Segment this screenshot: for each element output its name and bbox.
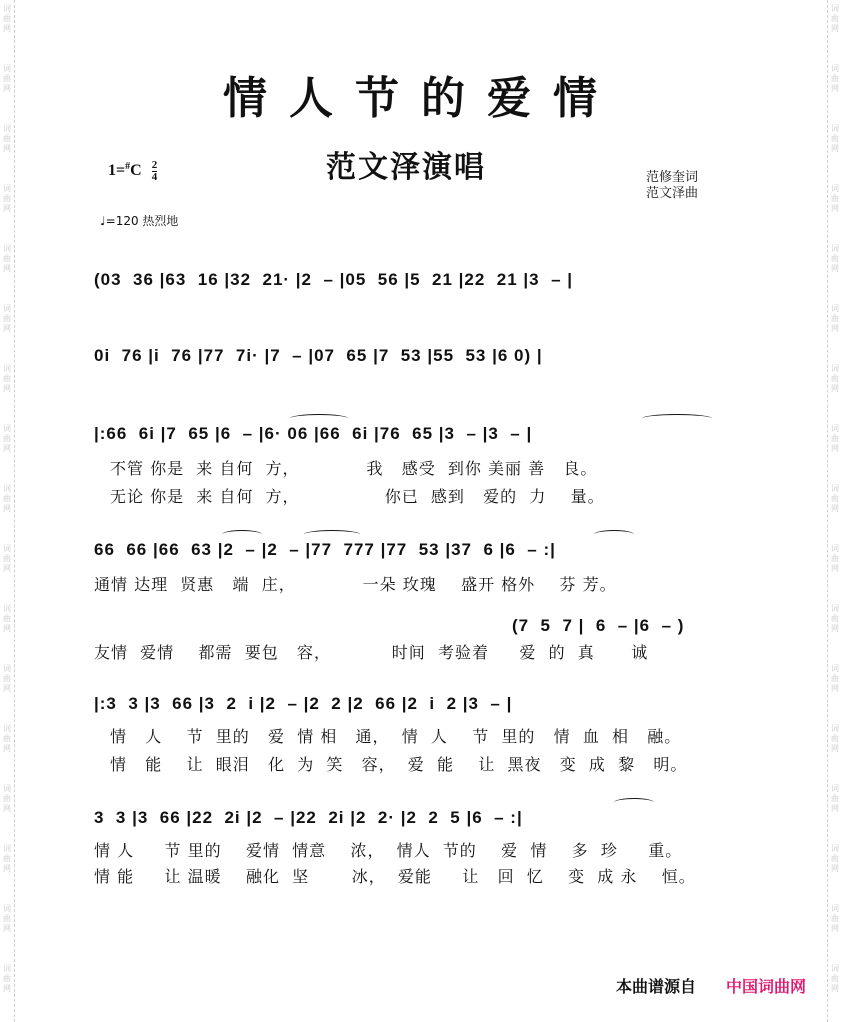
watermark-text: 词 曲 网	[3, 904, 11, 933]
watermark-text: 词 曲 网	[831, 364, 839, 393]
lyric-line-3a: 不管 你是 来 自何 方， 我 感受 到你 美丽 善 良。	[110, 459, 598, 478]
watermark-text: 词 曲 网	[3, 244, 11, 273]
watermark-text: 词 曲 网	[831, 904, 839, 933]
tie-mark	[290, 414, 348, 423]
watermark-text: 词 曲 网	[831, 844, 839, 873]
watermark-text: 词 曲 网	[831, 184, 839, 213]
notes-line-2: 0i 76 |i 76 |77 7i· |7 – |07 65 |7 53 |55 53 |6 0) |	[94, 346, 543, 365]
watermark-text: 词 曲 网	[831, 244, 839, 273]
watermark-text: 词 曲 网	[831, 424, 839, 453]
watermark-text: 词 曲 网	[3, 364, 11, 393]
time-signature	[152, 160, 158, 183]
watermark-text: 词 曲 网	[831, 64, 839, 93]
watermark-text: 词 曲 网	[831, 484, 839, 513]
lyric-line-5b: 情 能 让 眼泪 化 为 笑 容， 爱 能 让 黑夜 变 成 黎 明。	[110, 755, 688, 774]
lyricist-credit: 范修奎词	[646, 170, 699, 185]
notes-line-4: 66 66 |66 63 |2 – |2 – |77 777 |77 53 |37 6 |6 – :|	[94, 540, 556, 559]
notes-line-5: |:3 3 |3 66 |3 2 i |2 – |2 2 |2 66 |2 i 2 |3 – |	[94, 694, 513, 713]
key-signature	[108, 160, 157, 183]
watermark-text: 词 曲 网	[831, 784, 839, 813]
watermark-text: 词 曲 网	[3, 304, 11, 333]
watermark-text: 词 曲 网	[831, 304, 839, 333]
watermark-text: 词 曲 网	[831, 664, 839, 693]
watermark-text: 词 曲 网	[3, 124, 11, 153]
tempo-marking: ♩=120 热烈地	[100, 214, 179, 228]
key-letter: C	[130, 162, 142, 180]
song-subtitle: 范文泽演唱	[326, 150, 486, 185]
watermark-text: 词 曲 网	[3, 664, 11, 693]
song-title: 情人节的爱情	[223, 73, 619, 124]
notes-line-1: (03 36 |63 16 |32 21· |2 – |05 56 |5 21 |22 21 |3 – |	[94, 270, 574, 289]
watermark-text: 词 曲 网	[3, 844, 11, 873]
source-label: 本曲谱源自	[615, 977, 696, 996]
key-prefix: 1=	[108, 162, 126, 180]
watermark-text: 词 曲 网	[3, 424, 11, 453]
slur-mark	[614, 798, 654, 807]
watermark-text: 词 曲 网	[3, 544, 11, 573]
time-signature-bottom: 4	[151, 171, 158, 183]
key-sharp: #	[125, 160, 131, 172]
watermark-text: 词 曲 网	[3, 784, 11, 813]
watermark-text: 词 曲 网	[3, 184, 11, 213]
lyric-line-5a: 情 人 节 里的 爱 情 相 通， 情 人 节 里的 情 血 相 融。	[110, 727, 682, 746]
slur-mark	[222, 530, 262, 539]
watermark-text: 词 曲 网	[3, 964, 11, 993]
notes-line-6: 3 3 |3 66 |22 2i |2 – |22 2i |2 2· |2 2 5 |6 – :|	[94, 808, 523, 827]
watermark-text: 词 曲 网	[831, 124, 839, 153]
watermark-text: 词 曲 网	[831, 544, 839, 573]
watermark-text: 词 曲 网	[831, 724, 839, 753]
notes-line-3: |:66 6i |7 65 |6 – |6· 06 |66 6i |76 65 |3 – |3 – |	[94, 424, 533, 443]
site-name[interactable]: 中国词曲网	[725, 977, 806, 996]
lyric-line-6a: 情 人 节 里的 爱情 情意 浓， 情人 节的 爱 情 多 珍 重。	[94, 841, 683, 860]
watermark-text: 词 曲 网	[831, 4, 839, 33]
watermark-text: 词 曲 网	[831, 964, 839, 993]
watermark-text: 词 曲 网	[831, 604, 839, 633]
time-signature-top: 2	[151, 159, 158, 171]
alt-notes-line-4: (7 5 7 | 6 – |6 – )	[512, 616, 685, 635]
lyric-line-3b: 无论 你是 来 自何 方， 你已 感到 爱的 力 量。	[110, 487, 605, 506]
lyric-line-6b: 情 能 让 温暖 融化 坚 冰， 爱能 让 回 忆 变 成 永 恒。	[94, 867, 696, 886]
lyric-line-4a: 通情 达理 贤惠 端 庄， 一朵 玫瑰 盛开 格外 芬 芳。	[94, 575, 617, 594]
watermark-text: 词 曲 网	[3, 604, 11, 633]
composer-credit: 范文泽曲	[646, 186, 699, 201]
tie-mark	[304, 530, 360, 539]
watermark-text: 词 曲 网	[3, 4, 11, 33]
lyric-line-4b: 友情 爱情 都需 要包 容， 时间 考验着 爱 的 真 诚	[94, 643, 649, 662]
slur-mark	[594, 530, 634, 539]
watermark-text: 词 曲 网	[3, 484, 11, 513]
watermark-text: 词 曲 网	[3, 724, 11, 753]
tie-mark	[642, 414, 712, 423]
watermark-text: 词 曲 网	[3, 64, 11, 93]
